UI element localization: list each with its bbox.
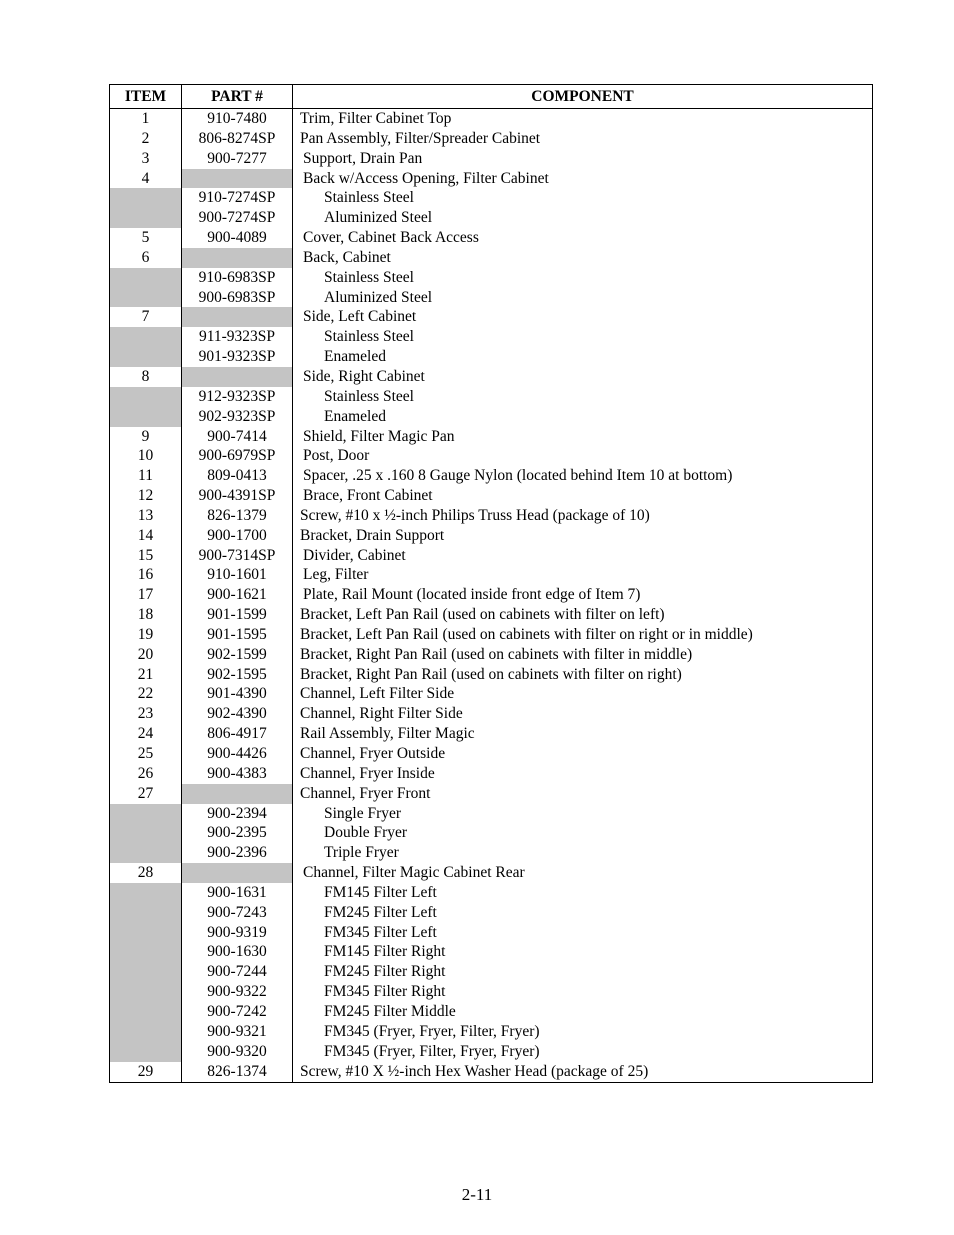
component-cell: FM145 Filter Right bbox=[324, 943, 446, 961]
part-cell: 912-9323SP bbox=[182, 387, 293, 407]
table-row bbox=[110, 1062, 872, 1082]
part-cell: 910-7274SP bbox=[182, 188, 293, 208]
table-row bbox=[110, 288, 872, 308]
part-cell: 900-9320 bbox=[182, 1042, 293, 1062]
part-cell: 902-1595 bbox=[182, 665, 293, 685]
table-row bbox=[110, 1022, 872, 1042]
item-cell: 7 bbox=[110, 307, 182, 327]
page-number: 2-11 bbox=[461, 1185, 493, 1204]
part-cell: 900-9321 bbox=[182, 1022, 293, 1042]
part-cell: 826-1379 bbox=[182, 506, 293, 526]
part-cell: 902-1599 bbox=[182, 645, 293, 665]
part-cell bbox=[182, 248, 293, 268]
parts-table bbox=[109, 84, 873, 1083]
table-row bbox=[110, 823, 872, 843]
table-header bbox=[110, 85, 872, 109]
part-cell: 900-7277 bbox=[182, 149, 293, 169]
component-cell: Back w/Access Opening, Filter Cabinet bbox=[303, 169, 549, 187]
component-cell: Stainless Steel bbox=[324, 387, 414, 405]
item-cell: 9 bbox=[110, 427, 182, 447]
part-cell: 901-9323SP bbox=[182, 347, 293, 367]
component-cell: Triple Fryer bbox=[324, 844, 399, 862]
component-cell: Aluminized Steel bbox=[324, 288, 433, 306]
item-cell bbox=[110, 903, 182, 923]
part-cell: 910-1601 bbox=[182, 565, 293, 585]
component-cell: Shield, Filter Magic Pan bbox=[303, 427, 455, 445]
component-cell: FM245 Filter Middle bbox=[324, 1002, 456, 1020]
item-cell bbox=[110, 268, 182, 288]
item-cell bbox=[110, 1022, 182, 1042]
item-cell bbox=[110, 843, 182, 863]
component-cell: Plate, Rail Mount (located inside front edge of Item 7) bbox=[303, 586, 641, 604]
item-cell bbox=[110, 883, 182, 903]
component-cell: Rail Assembly, Filter Magic bbox=[300, 725, 475, 743]
component-cell: Single Fryer bbox=[324, 804, 402, 822]
component-cell: FM345 Filter Left bbox=[324, 923, 437, 941]
item-cell: 6 bbox=[110, 248, 182, 268]
component-cell: Channel, Fryer Front bbox=[300, 784, 431, 802]
item-cell: 19 bbox=[110, 625, 182, 645]
item-cell: 4 bbox=[110, 169, 182, 189]
item-cell: 24 bbox=[110, 724, 182, 744]
table-row bbox=[110, 764, 872, 784]
item-cell: 27 bbox=[110, 784, 182, 804]
table-row bbox=[110, 883, 872, 903]
table-row bbox=[110, 1002, 872, 1022]
table-row bbox=[110, 188, 872, 208]
item-cell bbox=[110, 804, 182, 824]
component-cell: Spacer, .25 x .160 8 Gauge Nylon (located behind Item 10 at bottom) bbox=[303, 467, 733, 485]
part-cell bbox=[182, 169, 293, 189]
component-cell: Screw, #10 x ½-inch Philips Truss Head (package of 10) bbox=[300, 506, 650, 524]
part-cell: 901-4390 bbox=[182, 684, 293, 704]
part-cell: 900-2396 bbox=[182, 843, 293, 863]
table-row bbox=[110, 347, 872, 367]
item-cell bbox=[110, 823, 182, 843]
part-cell: 900-2395 bbox=[182, 823, 293, 843]
table-row bbox=[110, 784, 872, 804]
component-cell: FM245 Filter Left bbox=[324, 903, 437, 921]
component-cell: Cover, Cabinet Back Access bbox=[303, 229, 479, 247]
item-cell: 20 bbox=[110, 645, 182, 665]
item-cell: 2 bbox=[110, 129, 182, 149]
table-row bbox=[110, 228, 872, 248]
part-cell: 900-7314SP bbox=[182, 546, 293, 566]
item-cell bbox=[110, 982, 182, 1002]
part-cell: 900-9319 bbox=[182, 923, 293, 943]
table-row bbox=[110, 327, 872, 347]
component-cell: Enameled bbox=[324, 407, 386, 425]
component-cell: FM345 Filter Right bbox=[324, 983, 446, 1001]
item-cell: 10 bbox=[110, 446, 182, 466]
component-cell: Channel, Fryer Inside bbox=[300, 764, 435, 782]
part-cell: 900-6979SP bbox=[182, 446, 293, 466]
table-row bbox=[110, 486, 872, 506]
component-cell: Screw, #10 X ½-inch Hex Washer Head (package of 25) bbox=[300, 1062, 649, 1080]
component-cell: FM145 Filter Left bbox=[324, 883, 437, 901]
component-cell: Bracket, Drain Support bbox=[300, 526, 445, 544]
table-row bbox=[110, 923, 872, 943]
component-cell: Bracket, Right Pan Rail (used on cabinets with filter in middle) bbox=[300, 645, 693, 663]
item-cell bbox=[110, 923, 182, 943]
part-cell: 902-4390 bbox=[182, 704, 293, 724]
item-cell: 29 bbox=[110, 1062, 182, 1082]
part-cell: 806-4917 bbox=[182, 724, 293, 744]
table-row bbox=[110, 407, 872, 427]
table-row bbox=[110, 169, 872, 189]
table-row bbox=[110, 843, 872, 863]
component-cell: Brace, Front Cabinet bbox=[303, 487, 433, 505]
component-cell: Bracket, Right Pan Rail (used on cabinets with filter on right) bbox=[300, 665, 682, 683]
component-cell: Channel, Fryer Outside bbox=[300, 745, 446, 762]
table-row bbox=[110, 129, 872, 149]
item-cell: 14 bbox=[110, 526, 182, 546]
part-cell bbox=[182, 367, 293, 387]
item-cell: 15 bbox=[110, 546, 182, 566]
component-cell: Bracket, Left Pan Rail (used on cabinets with filter on left) bbox=[300, 606, 665, 624]
part-cell: 900-7243 bbox=[182, 903, 293, 923]
component-cell: Channel, Right Filter Side bbox=[300, 705, 463, 723]
component-cell: Stainless Steel bbox=[324, 189, 414, 207]
item-cell: 3 bbox=[110, 149, 182, 169]
item-cell: 8 bbox=[110, 367, 182, 387]
table-row bbox=[110, 248, 872, 268]
item-cell bbox=[110, 1042, 182, 1062]
table-row bbox=[110, 724, 872, 744]
component-cell: Divider, Cabinet bbox=[303, 546, 406, 564]
component-cell: Post, Door bbox=[303, 447, 370, 465]
part-cell bbox=[182, 307, 293, 327]
part-cell: 806-8274SP bbox=[182, 129, 293, 149]
part-cell: 900-9322 bbox=[182, 982, 293, 1002]
table-row bbox=[110, 427, 872, 447]
table-row bbox=[110, 804, 872, 824]
item-cell: 22 bbox=[110, 684, 182, 704]
item-cell: 12 bbox=[110, 486, 182, 506]
component-cell: FM345 (Fryer, Fryer, Filter, Fryer) bbox=[324, 1022, 540, 1040]
table-row bbox=[110, 387, 872, 407]
table-row bbox=[110, 863, 872, 883]
component-cell: Back, Cabinet bbox=[303, 248, 391, 266]
component-cell: Leg, Filter bbox=[303, 566, 369, 584]
table-body bbox=[110, 109, 872, 1082]
part-cell: 900-1631 bbox=[182, 883, 293, 903]
header-part: PART # bbox=[182, 85, 293, 108]
part-cell: 900-7244 bbox=[182, 962, 293, 982]
item-cell bbox=[110, 188, 182, 208]
component-cell: FM345 (Fryer, Filter, Fryer, Fryer) bbox=[324, 1042, 540, 1060]
part-cell: 900-7242 bbox=[182, 1002, 293, 1022]
table-row bbox=[110, 506, 872, 526]
table-row bbox=[110, 744, 872, 764]
component-cell: Bracket, Left Pan Rail (used on cabinets with filter on right or in middle) bbox=[300, 625, 753, 643]
component-cell: Support, Drain Pan bbox=[303, 149, 423, 167]
part-cell: 900-4391SP bbox=[182, 486, 293, 506]
part-cell: 901-1595 bbox=[182, 625, 293, 645]
component-cell: Side, Right Cabinet bbox=[303, 367, 425, 385]
item-cell: 23 bbox=[110, 704, 182, 724]
part-cell: 910-7480 bbox=[182, 109, 293, 129]
table-row bbox=[110, 982, 872, 1002]
part-cell: 900-4089 bbox=[182, 228, 293, 248]
part-cell: 901-1599 bbox=[182, 605, 293, 625]
part-cell: 900-2394 bbox=[182, 804, 293, 824]
table-row bbox=[110, 1042, 872, 1062]
component-cell: Stainless Steel bbox=[324, 328, 414, 346]
part-cell bbox=[182, 784, 293, 804]
component-cell: Aluminized Steel bbox=[324, 209, 433, 227]
table-row bbox=[110, 605, 872, 625]
table-row bbox=[110, 903, 872, 923]
table-row bbox=[110, 149, 872, 169]
table-row bbox=[110, 625, 872, 645]
item-cell bbox=[110, 288, 182, 308]
part-cell: 910-6983SP bbox=[182, 268, 293, 288]
component-cell: Enameled bbox=[324, 348, 386, 366]
part-cell: 900-1700 bbox=[182, 526, 293, 546]
header-component: COMPONENT bbox=[531, 88, 634, 105]
item-cell: 28 bbox=[110, 863, 182, 883]
table-row bbox=[110, 565, 872, 585]
table-row bbox=[110, 645, 872, 665]
item-cell: 5 bbox=[110, 228, 182, 248]
table-row bbox=[110, 962, 872, 982]
item-cell: 26 bbox=[110, 764, 182, 784]
component-cell: Double Fryer bbox=[324, 824, 408, 842]
table-row bbox=[110, 942, 872, 962]
part-cell: 900-4426 bbox=[182, 744, 293, 764]
table-row bbox=[110, 585, 872, 605]
component-cell: Stainless Steel bbox=[324, 268, 414, 286]
item-cell bbox=[110, 1002, 182, 1022]
item-cell bbox=[110, 407, 182, 427]
component-cell: Trim, Filter Cabinet Top bbox=[300, 110, 452, 127]
part-cell: 826-1374 bbox=[182, 1062, 293, 1082]
table-row bbox=[110, 704, 872, 724]
component-cell: Side, Left Cabinet bbox=[303, 308, 417, 326]
item-cell: 11 bbox=[110, 466, 182, 486]
table-row bbox=[110, 367, 872, 387]
item-cell bbox=[110, 942, 182, 962]
table-row bbox=[110, 466, 872, 486]
part-cell bbox=[182, 863, 293, 883]
part-cell: 900-4383 bbox=[182, 764, 293, 784]
item-cell: 17 bbox=[110, 585, 182, 605]
item-cell bbox=[110, 387, 182, 407]
table-row bbox=[110, 684, 872, 704]
table-row bbox=[110, 109, 872, 129]
item-cell bbox=[110, 327, 182, 347]
table-row bbox=[110, 546, 872, 566]
table-row bbox=[110, 665, 872, 685]
item-cell: 21 bbox=[110, 665, 182, 685]
part-cell: 900-7274SP bbox=[182, 208, 293, 228]
item-cell: 13 bbox=[110, 506, 182, 526]
part-cell: 900-7414 bbox=[182, 427, 293, 447]
table-row bbox=[110, 446, 872, 466]
item-cell: 18 bbox=[110, 605, 182, 625]
part-cell: 911-9323SP bbox=[182, 327, 293, 347]
table-row bbox=[110, 526, 872, 546]
part-cell: 900-6983SP bbox=[182, 288, 293, 308]
component-cell: FM245 Filter Right bbox=[324, 963, 446, 981]
item-cell: 1 bbox=[110, 109, 182, 129]
part-cell: 900-1630 bbox=[182, 942, 293, 962]
component-cell: Channel, Filter Magic Cabinet Rear bbox=[303, 864, 525, 882]
component-cell: Channel, Left Filter Side bbox=[300, 685, 455, 703]
table-row bbox=[110, 307, 872, 327]
item-cell bbox=[110, 962, 182, 982]
header-item: ITEM bbox=[110, 85, 182, 108]
item-cell: 16 bbox=[110, 565, 182, 585]
part-cell: 900-1621 bbox=[182, 585, 293, 605]
item-cell bbox=[110, 208, 182, 228]
part-cell: 809-0413 bbox=[182, 466, 293, 486]
table-row bbox=[110, 268, 872, 288]
table-row bbox=[110, 208, 872, 228]
item-cell bbox=[110, 347, 182, 367]
part-cell: 902-9323SP bbox=[182, 407, 293, 427]
component-cell: Pan Assembly, Filter/Spreader Cabinet bbox=[300, 129, 541, 147]
item-cell: 25 bbox=[110, 744, 182, 764]
